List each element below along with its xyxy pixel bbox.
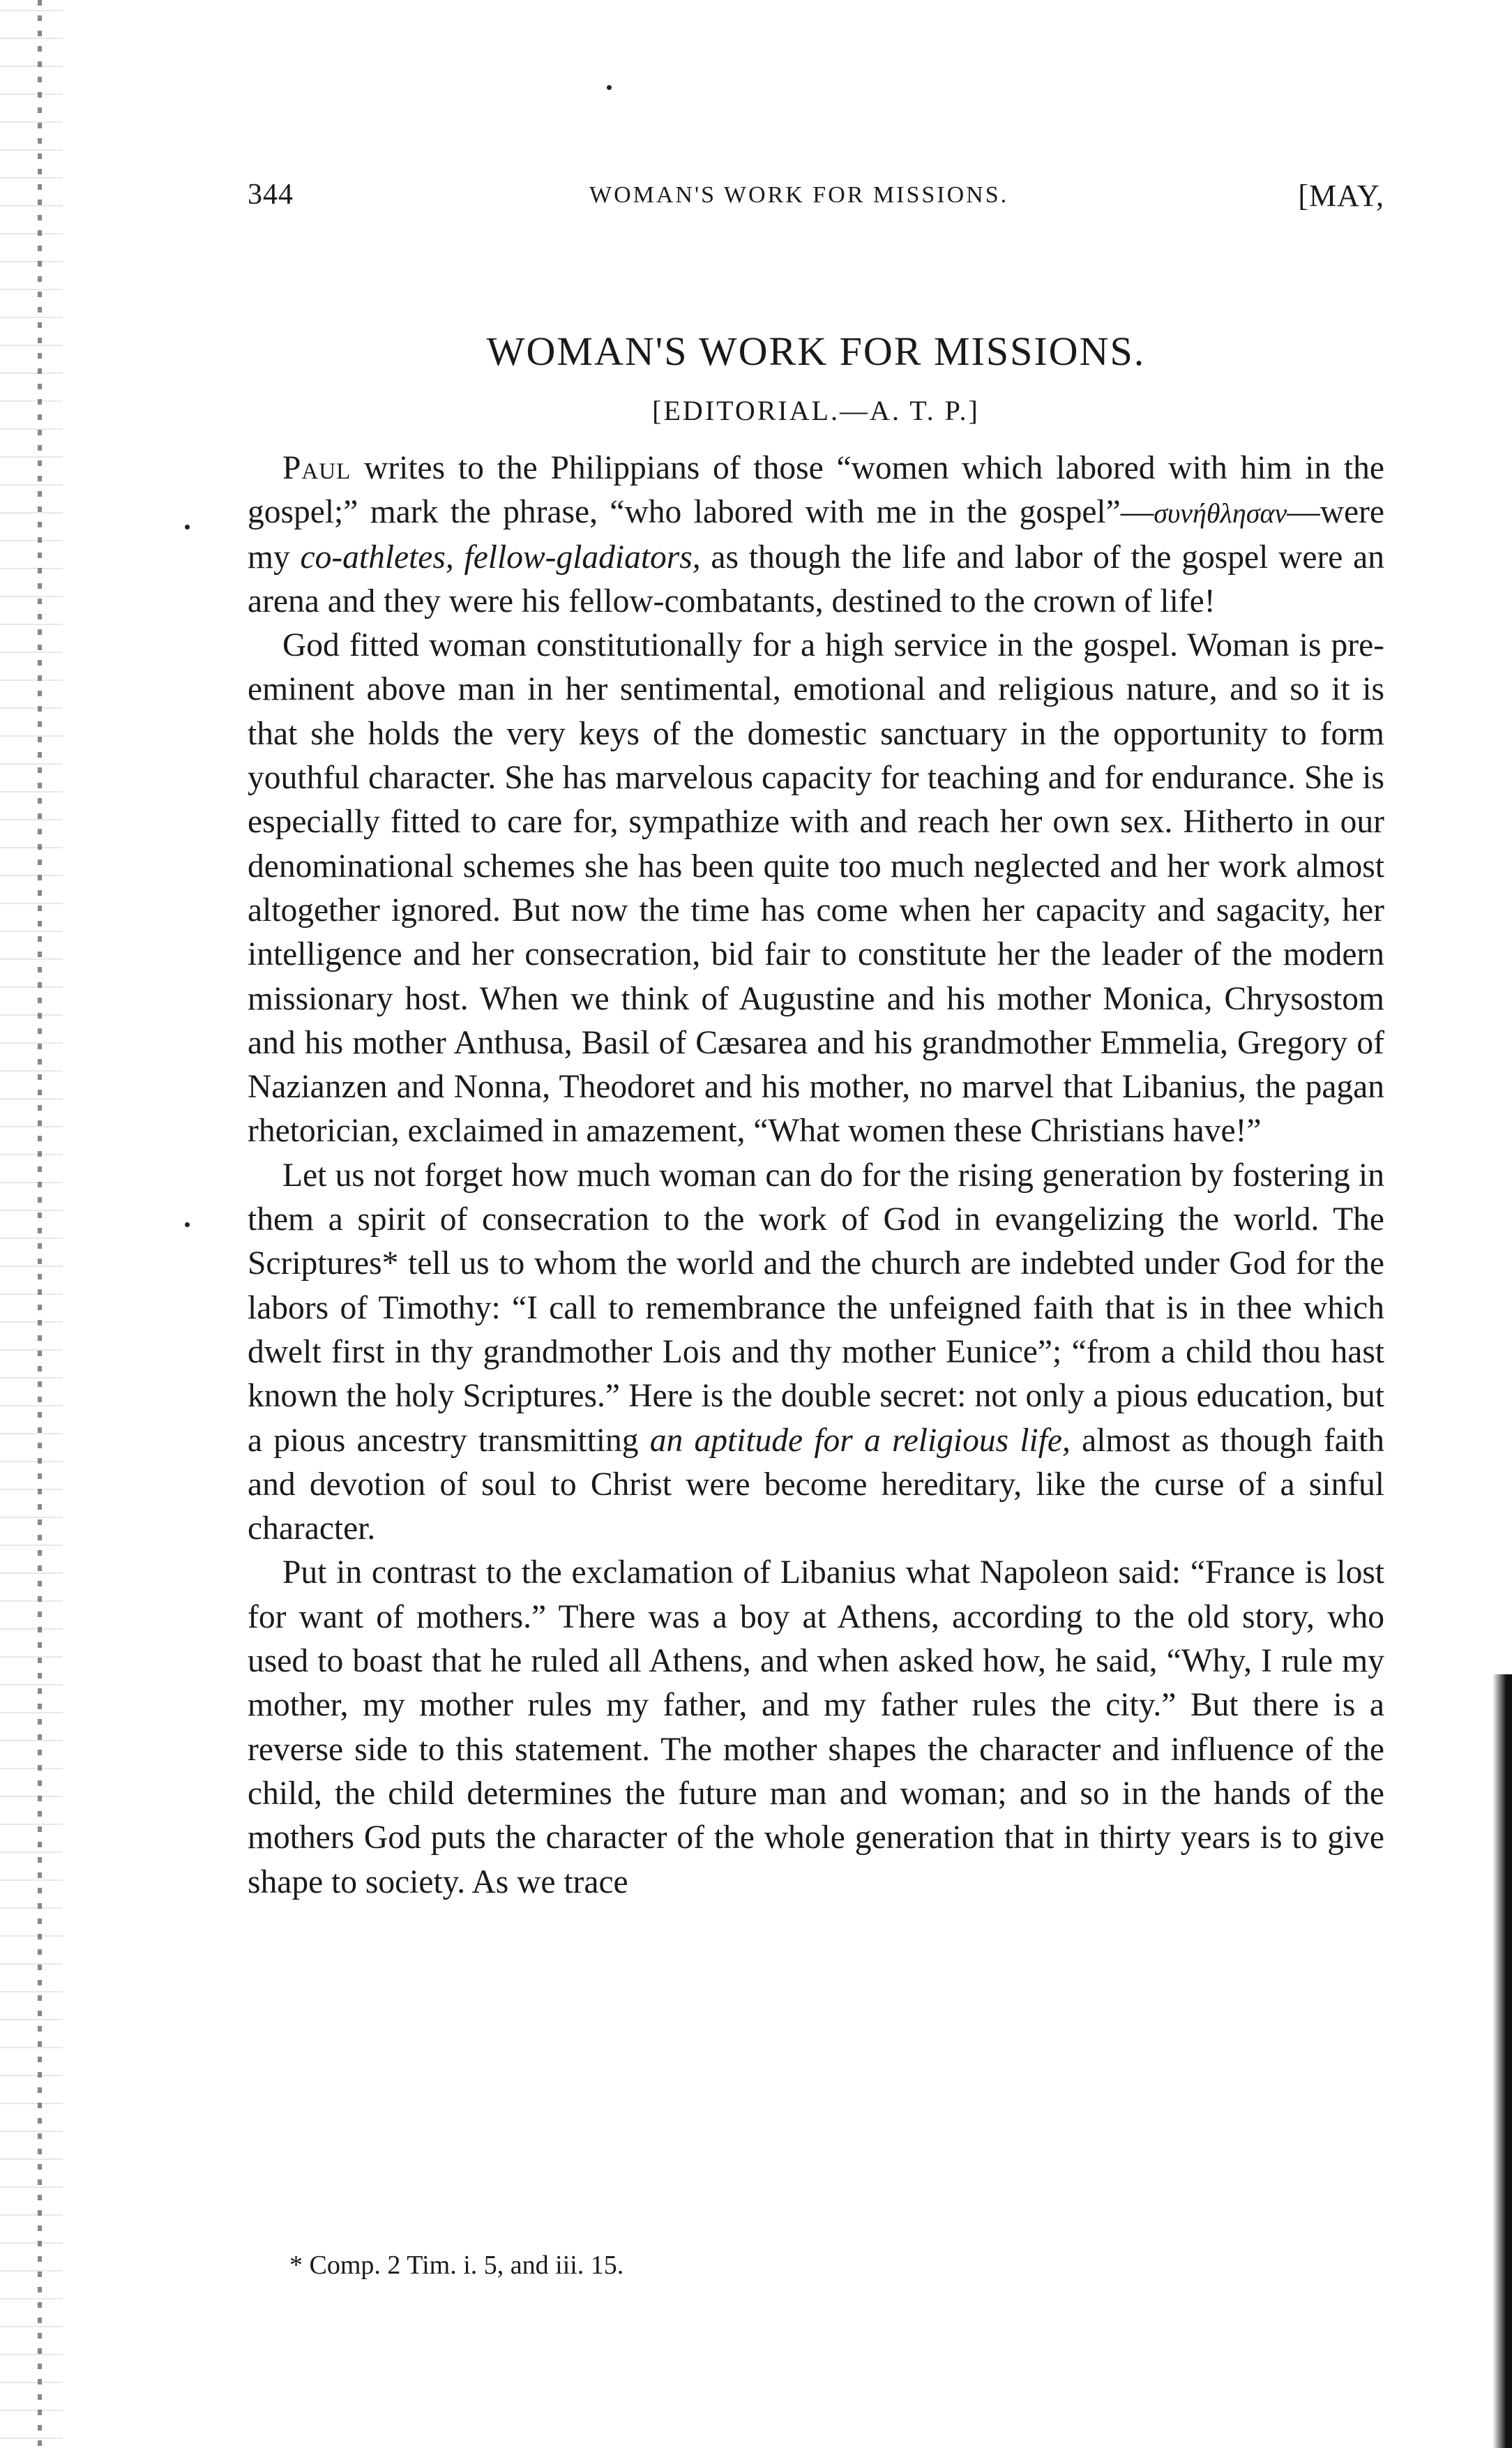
footnote: * Comp. 2 Tim. i. 5, and iii. 15.: [289, 2251, 624, 2280]
print-speck: [185, 1222, 190, 1227]
paragraph-text: as though the life and labor of the gospel were an arena and they were his fellow-combatants, destined to the crown of life!: [248, 539, 1384, 619]
page-number: 344: [248, 179, 294, 211]
running-head-month: [MAY,: [1298, 179, 1384, 213]
emphasis: co-athletes, fellow-gladiators,: [300, 539, 701, 576]
print-speck: [607, 85, 612, 90]
paragraph: [248, 446, 1384, 624]
article-title: WOMAN'S WORK FOR MISSIONS.: [486, 329, 1146, 374]
article-body: [248, 446, 1384, 1905]
paragraph-text: almost as though faith and devotion of soul to Christ were become hereditary, like the curse of a sinful character.: [248, 1422, 1384, 1547]
paragraph: Put in contrast to the exclamation of Libanius what Napoleon said: “France is lost for want of mothers.” There was a boy at Athens, according to the old story, who used to boast that he ruled all Athens, and when asked how, he said, “Why, I rule my mother, my mother rules my father, and my father rules the city.” But there is a reverse side to this statement. The mother shapes the character and influence of the child, the child determines the future man and woman; and so in the hands of the mothers God puts the character of the whole generation that in thirty years is to give shape to society. As we trace: [248, 1554, 1384, 1900]
binding-edge: [0, 0, 63, 2448]
running-head: [248, 178, 1384, 227]
paragraph-text: Let us not forget how much woman can do for the rising generation by fostering in them a spirit of consecration to the work of God in evangelizing the world. The Scriptures* tell us to whom the world and the church are indebted under God for the labors of Timothy: “I call to remembrance the unfeigned faith that is in thee which dwelt first in thy grandmother Lois and thy mother Eunice”; “from a child thou hast known the holy Scriptures.” Here is the double secret: not only a pious education, but a pious ancestry transmitting: [248, 1157, 1384, 1459]
running-head-title: WOMAN'S WORK FOR MISSIONS.: [589, 182, 1009, 208]
greek-word: συνήθλησαν: [1154, 497, 1287, 530]
paragraph-text: —were my: [248, 494, 1384, 576]
paragraph: [248, 1154, 1384, 1552]
print-speck: [185, 525, 190, 530]
emphasis: an aptitude for a religious life,: [649, 1422, 1071, 1459]
lead-word: Paul: [282, 450, 351, 486]
page-edge-shadow: [1492, 1674, 1512, 2448]
paragraph: God fitted woman constitutionally for a high service in the gospel. Woman is pre-eminent above man in her sentimental, emotional and religious nature, and so it is that she holds the very keys of the domestic sanctuary in the opportunity to form youthful character. She has marvelous capacity for teaching and for endurance. She is especially fitted to care for, sympathize with and reach her own sex. Hitherto in our denominational schemes she has been quite too much neglected and her work almost altogether ignored. But now the time has come when her capacity and sagacity, her intelligence and her consecration, bid fair to constitute her the leader of the modern missionary host. When we think of Augustine and his mother Monica, Chrysostom and his mother Anthusa, Basil of Cæsarea and his grandmother Emmelia, Gregory of Nazianzen and Nonna, Theodoret and his mother, no marvel that Libanius, the pagan rhetorician, exclaimed in amazement, “What women these Christians have!”: [248, 627, 1384, 1150]
paragraph-text: writes to the Philippians of those “women which labored with him in the gospel;” mark the phrase, “who labored with me in the gospel”—: [248, 450, 1384, 531]
article-byline: [EDITORIAL.—A. T. P.]: [652, 395, 980, 426]
